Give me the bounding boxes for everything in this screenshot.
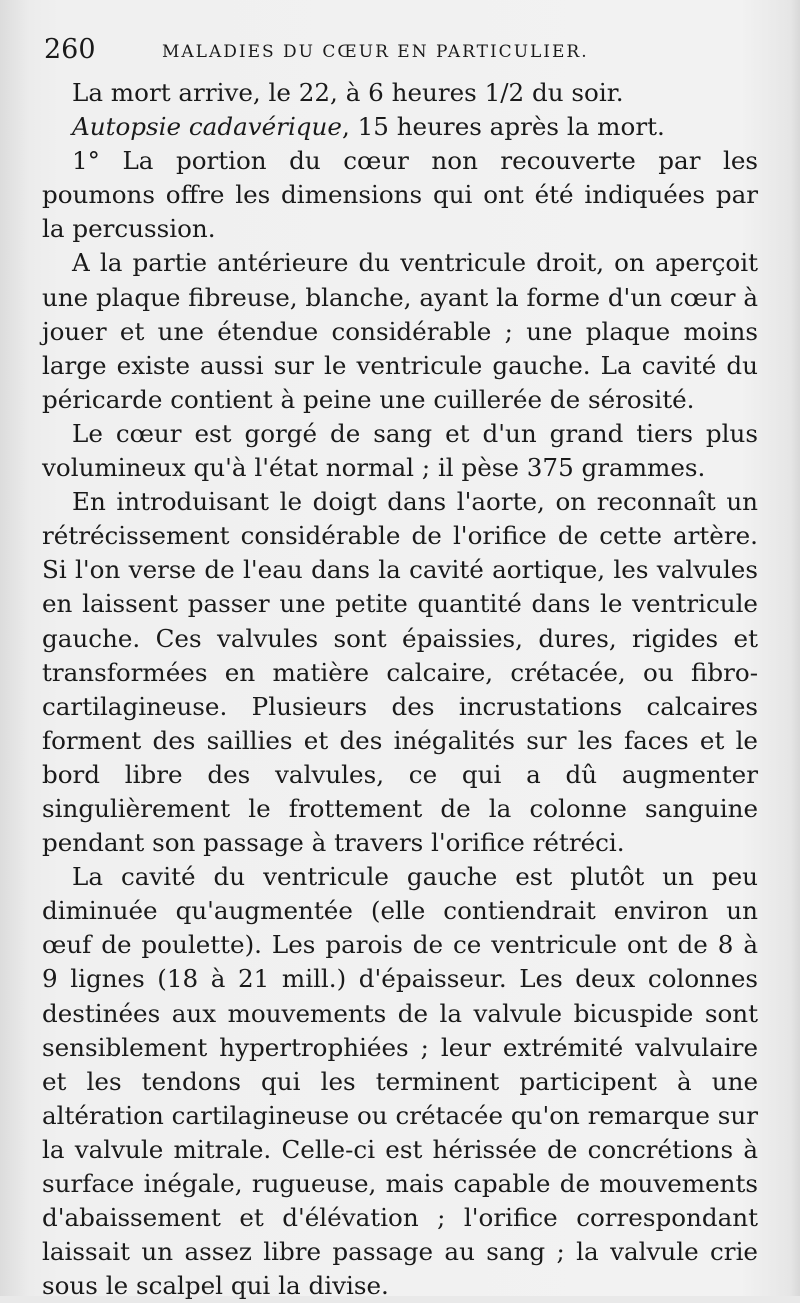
paragraph-text: La mort arrive, le 22, à 6 heures 1/2 du soir. — [72, 78, 624, 107]
body-text — [42, 76, 758, 1303]
paragraph-text: Le cœur est gorgé de sang et d'un grand tiers plus volumineux qu'à l'état normal ; il pèse 375 grammes. — [42, 418, 758, 483]
paragraph-autopsy-heading — [42, 110, 758, 144]
paragraph-text: En introduisant le doigt dans l'aorte, on reconnaît un rétrécissement considérable de l'orifice de cette artère. Si l'on verse de l'eau dans la cavité aortique, les valvules en laissent passer une petite quantité dans le ventricule gauche. Ces valvules sont épaissies, dures, rigides et transformées en matière calcaire, crétacée, ou fibro-cartilagineuse. Plusieurs des incrustations calcaires forment des saillies et des inégalités sur les faces et le bord libre des valvules, ce qui a dû augmenter singulièrement le frottement de la colonne sanguine pendant son passage à travers l'orifice rétréci. — [42, 487, 758, 858]
running-head: MALADIES DU CŒUR EN PARTICULIER. — [162, 42, 589, 62]
paragraph-heart-weight — [42, 417, 758, 485]
paragraph-text: , 15 heures après la mort. — [341, 112, 665, 142]
paragraph-right-ventricle — [42, 246, 758, 416]
page-header — [44, 34, 756, 74]
paragraph-left-ventricle — [42, 860, 758, 1303]
paragraph-text: A la partie antérieure du ventricule droit, on aperçoit une plaque fibreuse, blanche, ayant la forme d'un cœur à jouer et une étendue considérable ; une plaque moins large existe aussi sur le ventricule gauche. La cavité du péricarde contient à peine une cuillerée de sérosité. — [42, 248, 758, 414]
page-number: 260 — [44, 34, 96, 65]
paragraph-text: 1° La portion du cœur non recouverte par les poumons offre les dimensions qui ont été indiquées par la percussion. — [42, 146, 758, 244]
autopsy-heading: Autopsie cadavérique — [72, 112, 342, 142]
paragraph-text: La cavité du ventricule gauche est plutôt un peu diminuée qu'augmentée (elle contiendrait environ un œuf de poulette). Les parois de ce ventricule ont de 8 à 9 lignes (18 à 21 mill.) d'épaisseur. Les deux colonnes destinées aux mouvements de la valvule bicuspide sont sensiblement hypertrophiées ; leur extrémité valvulaire et les tendons qui les terminent participent à une altération cartilagineuse ou crétacée qu'on remarque sur la valvule mitrale. Celle-ci est hérissée de concrétions à surface inégale, rugueuse, mais capable de mouvements d'abaissement et d'élévation ; l'orifice correspondant laissait un assez libre passage au sang ; la valvule crie sous le scalpel qui la divise. — [42, 862, 758, 1301]
paragraph-death-time — [42, 76, 758, 110]
paragraph-heart-dimensions — [42, 144, 758, 246]
paragraph-aorta — [42, 485, 758, 860]
